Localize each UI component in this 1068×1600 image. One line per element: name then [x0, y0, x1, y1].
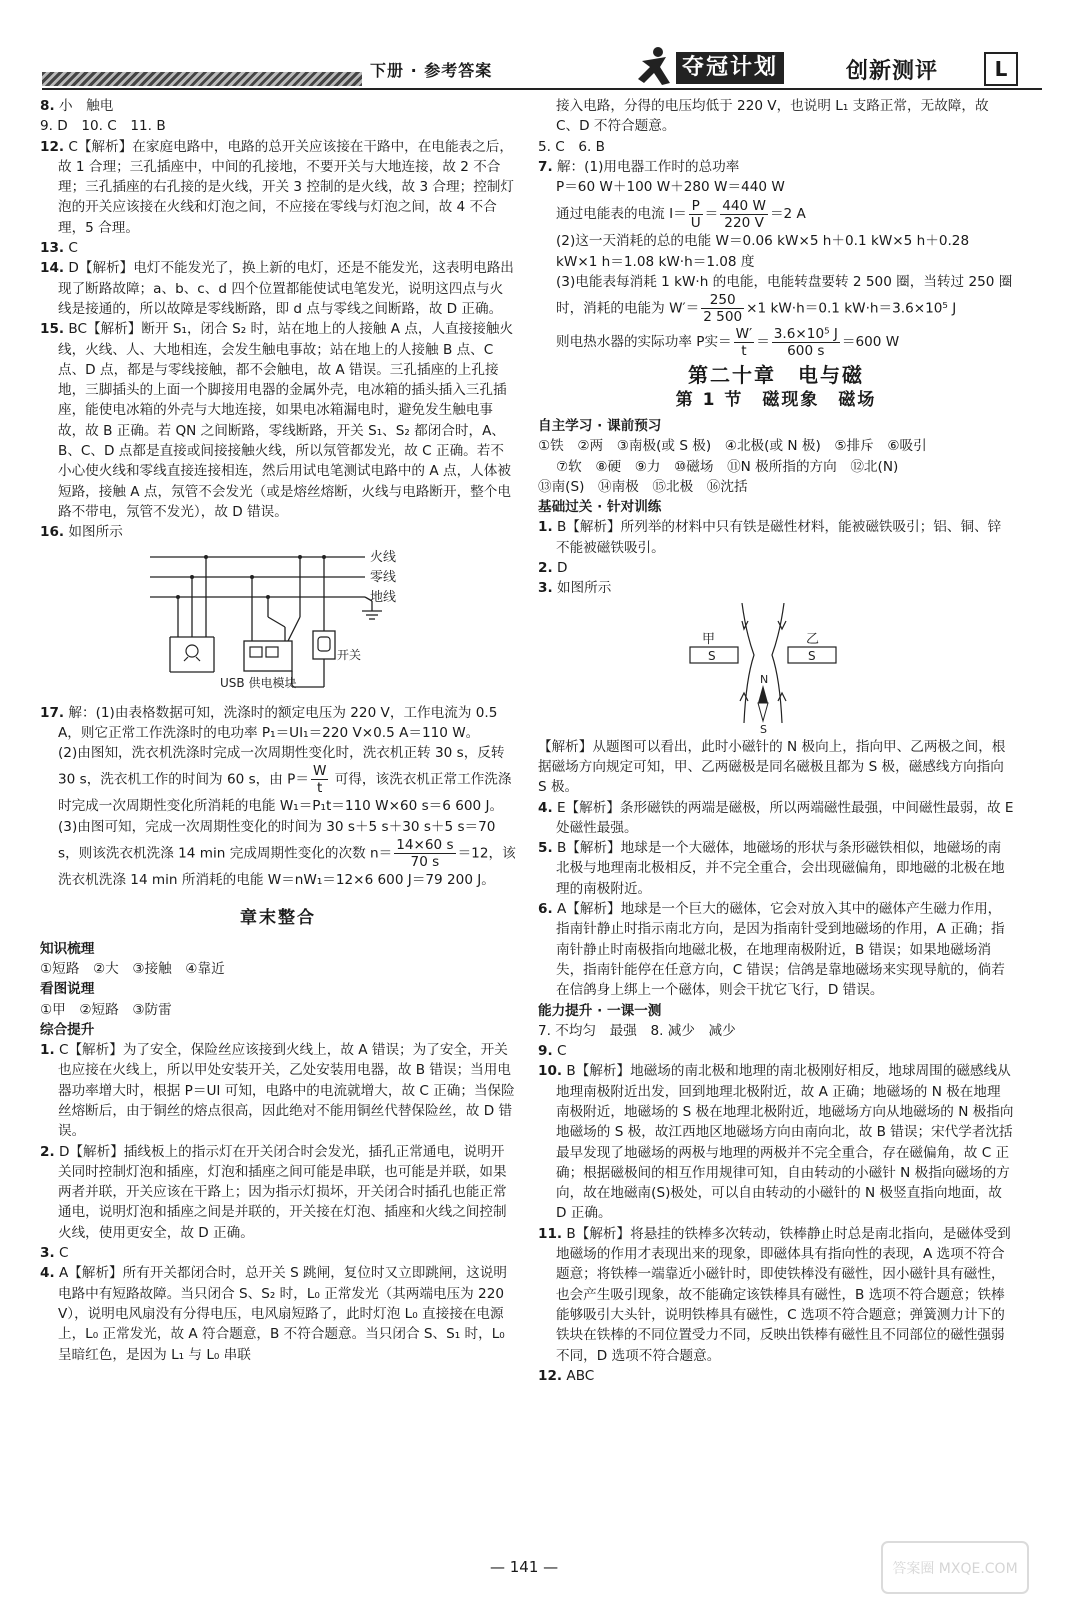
ability-answer-9: 9. C — [538, 1043, 567, 1060]
self-study-line-3: ⑬南(S) ⑭南极 ⑮北极 ⑯沈括 — [538, 478, 748, 495]
self-study-title: 自主学习 · 课前预习 — [538, 417, 662, 434]
answer-17-part2: (2)由图知，洗衣机洗涤时完成一次周期性变化时，洗衣机正转 30 s，反转 30 s，洗衣机工作的时间为 60 s，由 P＝ $\frac{W}{t}$ 可得，该洗衣机正常工作洗涤时完成一次周期性变化所消耗的电能 W₁＝P₁t＝110 W×60 s＝6 600 J。 — [58, 745, 512, 815]
magnet-b-label: 乙 — [806, 631, 820, 647]
answer-7-power: P＝60 W＋100 W＋280 W＝440 W — [556, 179, 785, 196]
logo-figure-icon — [636, 45, 674, 87]
answer-5-6: 5. C 6. B — [538, 138, 605, 155]
logo-tagline: 创新测评 — [846, 59, 939, 84]
knowledge-answers: ①短路 ②大 ③接触 ④靠近 — [40, 960, 225, 977]
usb-module-label: USB 供电模块 — [220, 675, 297, 690]
fraction-cycles: $\frac{14\times 60 s}{70 s}$ — [396, 837, 454, 871]
answer-12: 12. C【解析】在家庭电路中，电路的总开关应该接在干路中，在电能表之后，故 1 合理；三孔插座中，中间的孔接地，不要开关与大地连接，故 2 不合理；三孔插座的右孔接的是火线，开关 3 控制的是火线，故 3 合理；控制灯泡的开关应该接在火线和灯泡之间，不应接在零线与灯泡之间，故 4 不合理，5 合理。 — [40, 138, 514, 236]
basic-answer-1: 1. B【解析】所列举的材料中只有铁是磁性材料，能被磁铁吸引；铝、铜、锌不能被磁铁吸引。 — [538, 519, 1002, 556]
fraction-440-over-220: $\frac{440 W}{220 V}$ — [722, 197, 766, 231]
section-title: 第 1 节 磁现象 磁场 — [675, 389, 877, 410]
fire-line-label: 火线 — [370, 549, 397, 565]
answer-8: 8. 小 触电 — [40, 98, 114, 114]
answer-9-11: 9. D 10. C 11. B — [40, 118, 166, 135]
fraction-w-over-t: $\frac{W}{t}$ — [312, 763, 327, 797]
answer-4-continued: 接入电路，分得的电压均低于 220 V，也说明 L₁ 支路正常，无故障，故 C、D 不符合题意。 — [556, 98, 989, 135]
magnet-a-label: 甲 — [702, 631, 716, 647]
basic-answer-3: 3. 如图所示 — [538, 580, 612, 597]
answer-7-current: 通过电能表的电流 I＝ $\frac{P}{U}$ ＝ $\frac{440 W}{220 V}$ ＝2 A — [556, 197, 806, 231]
ability-title: 能力提升 · 一课一测 — [538, 1002, 662, 1019]
summary-answer-3: 3. C — [40, 1245, 69, 1262]
chapter-title: 第二十章 电与磁 — [688, 363, 864, 388]
answer-7-meter: (3)电能表每消耗 1 kW·h 的电能，电能转盘要转 2 500 圈，当转过 250 圈时，消耗的电能为 W′＝ $\frac{250}{2 500}$ ×1 kW·h＝0.1 kW·h＝3.6×10⁵ J — [556, 274, 1013, 326]
ability-answer-11: 11. B【解析】将悬挂的铁棒多次转动，铁棒静止时总是南北指向，是磁体受到地磁场的作用才表现出来的现象，即磁体具有指向性的表现，A 选项不符合题意；将铁棒一端靠近小磁针时，即使铁棒没有磁性，因小磁针具有磁性，也会产生吸引现象，故不能确定该铁棒具有磁性，B 选项不符合题意；铁棒能够吸引大头针，说明铁棒具有磁性，C 选项不符合题意；弹簧测力计下的铁块在铁棒的不同位置受力不同，反映出铁棒有磁性且不同部位的磁性强弱不同，D 选项不符合题意。 — [538, 1225, 1011, 1364]
fraction-w-over-t-2: $\frac{W'}{t}$ — [735, 325, 753, 359]
answer-17-part3: (3)由图可知，完成一次周期性变化的时间为 30 s＋5 s＋30 s＋5 s＝70 s，则该洗衣机洗涤 14 min 完成周期性变化的次数 n＝ $\frac{14\times 60 s}{70 s}$ ＝12，该洗衣机洗涤 14 min 所消耗的电能 W＝nW₁＝12×6 600 J＝79 200 J。 — [58, 818, 516, 889]
answer-15: 15. BC【解析】断开 S₁，闭合 S₂ 时，站在地上的人接触 A 点，人直接接触火线，火线、人、大地相连，会发生触电事故；站在地上的人接触 B 点、C 点、D 点，都是与零线接触，都不会触电，故 A 错误。三孔插座的上孔接地，三脚插头的上面一个脚接用电器的金属外壳，电冰箱的插头插入三孔插座，能使电冰箱的外壳与大地连接，如果电冰箱漏电时，避免发生触电事故，故 B 正确。若 QN 之间断路，零线断路，开关 S₁、S₂ 都闭合时，A、B、C、D 点都是直接或间接接触火线，所以氖管都发光，故 C 正确。若不小心使火线和零线直接连接相连，然后用试电笔测试电路中的 A 点，人体被短路，接触 A 点，氖管不会发光（或是熔丝熔断，火线与电路断开，整个电路不带电，氖管不发光），故 D 错误。 — [40, 321, 514, 520]
summary-answer-2: 2. D【解析】插线板上的指示灯在开关闭合时会发光，插孔正常通电，说明开关同时控制灯泡和插座，灯泡和插座之间可能是串联，也可能是并联，如果两者并联，开关应该在干路上；因为指示灯损坏，开关闭合时插孔也能正常通电，说明灯泡和插座之间是并联的，开关接在灯泡、插座和火线之间控制火线，使用更安全，故 D 正确。 — [40, 1143, 507, 1241]
right-column — [538, 96, 1014, 1386]
summary-answer-1: 1. C【解析】为了安全，保险丝应该接到火线上，故 A 错误；为了安全，开关也应接在火线上，所以甲处安装开关，乙处安装用电器，故 B 错误；当用电器功率增大时，根据 P＝UI 可知，电路中的电流就增大，故 C 正确；当保险丝熔断后，由于铜丝的熔点很高，因此绝对不能用铜丝代替保险丝，故 D 错误。 — [40, 1042, 515, 1140]
answer-16: 16. 如图所示 — [40, 524, 123, 541]
needle-south-label: S — [760, 722, 767, 733]
ability-answer-10: 10. B【解析】地磁场的南北极和地理的南北极刚好相反，地球周围的磁感线从地理南极附近出发，回到地理北极附近，故 A 正确；地磁场的 N 极在地理南极附近，地磁场的 S 极在地理北极附近，地磁场方向从地磁场的 N 极指向地磁场的 S 极，故江西地区地磁场方向由南向北，故 B 错误；宋代学者沈括最早发现了地磁场的两极与地理的两极并不完全重合，存在磁偏角，故 C 正确；根据磁极间的相互作用规律可知，自由转动的小磁针 N 极指向磁场的方向，故在地磁南(S)极处，可以自由转动的小磁针的 N 极竖直指向地面，故 D 正确。 — [538, 1063, 1014, 1222]
magnet-field-diagram — [688, 603, 838, 733]
basic-answer-2: 2. D — [538, 560, 568, 577]
needle-north-label: N — [760, 672, 769, 686]
page-number: — 141 — — [490, 1558, 559, 1576]
comprehensive-title: 综合提升 — [40, 1021, 95, 1038]
self-study-line-2: ⑦软 ⑧硬 ⑨力 ⑩磁场 ⑪N 极所指的方向 ⑫北(N) — [556, 458, 899, 475]
answer-7-energy: (2)这一天消耗的总的电能 W＝0.06 kW×5 h＋0.1 kW×5 h＋0.28 kW×1 h＝1.08 kW·h＝1.08 度 — [556, 233, 970, 270]
neutral-line-label: 零线 — [370, 569, 397, 585]
ability-answer-7-8: 7. 不均匀 最强 8. 减少 减少 — [538, 1022, 736, 1039]
logo-brand-name: 夺冠计划 — [676, 52, 784, 84]
knowledge-title: 知识梳理 — [40, 940, 95, 957]
magnet-b-pole: S — [808, 648, 816, 663]
household-circuit-diagram — [140, 547, 440, 697]
watermark-logo-icon — [880, 1540, 1030, 1595]
answer-17: 17. 解：(1)由表格数据可知，洗涤时的额定电压为 220 V，工作电流为 0.5 A，则它正常工作洗涤时的电功率 P₁＝UI₁＝220 V×0.5 A＝110 W。 — [40, 704, 498, 741]
self-study-line-1: ①铁 ②两 ③南极(或 S 极) ④北极(或 N 极) ⑤排斥 ⑥吸引 — [538, 438, 927, 455]
header-title: 下册 · 参考答案 — [370, 61, 493, 80]
picture-title: 看图说理 — [40, 981, 95, 998]
header-divider — [42, 88, 1042, 90]
fraction-250-over-2500: $\frac{250}{2 500}$ — [703, 292, 743, 326]
switch-label: 开关 — [337, 647, 362, 662]
page-header — [0, 0, 1068, 110]
header-stripe-decoration — [42, 72, 362, 86]
left-column — [40, 96, 516, 1365]
picture-answers: ①甲 ②短路 ③防雷 — [40, 1001, 172, 1018]
logo-volume-badge: L — [984, 52, 1018, 86]
answer-7: 7. 解：(1)用电器工作时的总功率 — [538, 158, 740, 175]
magnet-a-pole: S — [708, 648, 716, 663]
ability-answer-12: 12. ABC — [538, 1367, 595, 1384]
answer-13: 13. C — [40, 240, 78, 257]
watermark-text: 答案圈 MXQE.COM — [892, 1561, 1018, 1577]
chapter-summary-title: 章末整合 — [240, 908, 316, 929]
basic-answer-6: 6. A【解析】地球是一个巨大的磁体，它会对放入其中的磁体产生磁力作用，指南针静止时指示南北方向，是因为指南针受到地磁场的作用，A 正确；指南针静止时南极指向地磁北极，在地理南极附近，B 错误；如果地磁场消失，指南针能停在任意方向，C 错误；信鸽是靠地磁场来实现导航的，倘若在信鸽身上绑上一个磁体，则会干扰它飞行，D 错误。 — [538, 901, 1005, 999]
fraction-p-over-u: $\frac{P}{U}$ — [690, 197, 701, 231]
summary-answer-4: 4. A【解析】所有开关都闭合时，总开关 S 跳闸，复位时又立即跳闸，这说明电路中有短路故障。当只闭合 S、S₂ 时，L₀ 正常发光（其两端电压为 220 V），说明电风扇没有分得电压，电风扇短路了，此时灯泡 L₀ 直接接在电源上，L₀ 正常发光，故 A 符合题意，B 不符合题意。当只闭合 S、S₁ 时，L₀ 呈暗红色，是因为 L₁ 与 L₀ 串联 — [40, 1265, 507, 1363]
answer-14: 14. D【解析】电灯不能发光了，换上新的电灯，还是不能发光，这表明电路出现了断路故障；a、b、c、d 四个位置都能使试电笔发光，说明这四点与火线是接通的，所以故障是零线断路，即 d 点与零线之间断路，故 D 正确。 — [40, 260, 514, 317]
basic-answer-4: 4. E【解析】条形磁铁的两端是磁极，所以两端磁性最强，中间磁性最弱，故 E 处磁性最强。 — [538, 799, 1014, 836]
fraction-energy-over-time: $\frac{\text{3.6×10⁵ J}}{600 s}$ — [773, 325, 838, 359]
ground-line-label: 地线 — [370, 589, 397, 605]
basic-answer-5: 5. B【解析】地球是一个大磁体，地磁场的形状与条形磁铁相似，地磁场的南北极与地理南北极相反，并不完全重合，会出现磁偏角，即地磁的北极在地理的南极附近。 — [538, 840, 1005, 897]
basic-answer-3-explain: 【解析】从题图可以看出，此时小磁针的 N 极向上，指向甲、乙两极之间，根据磁场方向规定可知，甲、乙两磁极是同名磁极且都为 S 极，磁感线方向指向 S 极。 — [538, 738, 1006, 796]
answer-7-actual-power: 则电热水器的实际功率 P实＝ $\frac{W'}{t}$ ＝ $\frac{\text{3.6×10⁵ J}}{600 s}$ ＝600 W — [556, 325, 900, 359]
basic-title: 基础过关 · 针对训练 — [538, 499, 662, 516]
